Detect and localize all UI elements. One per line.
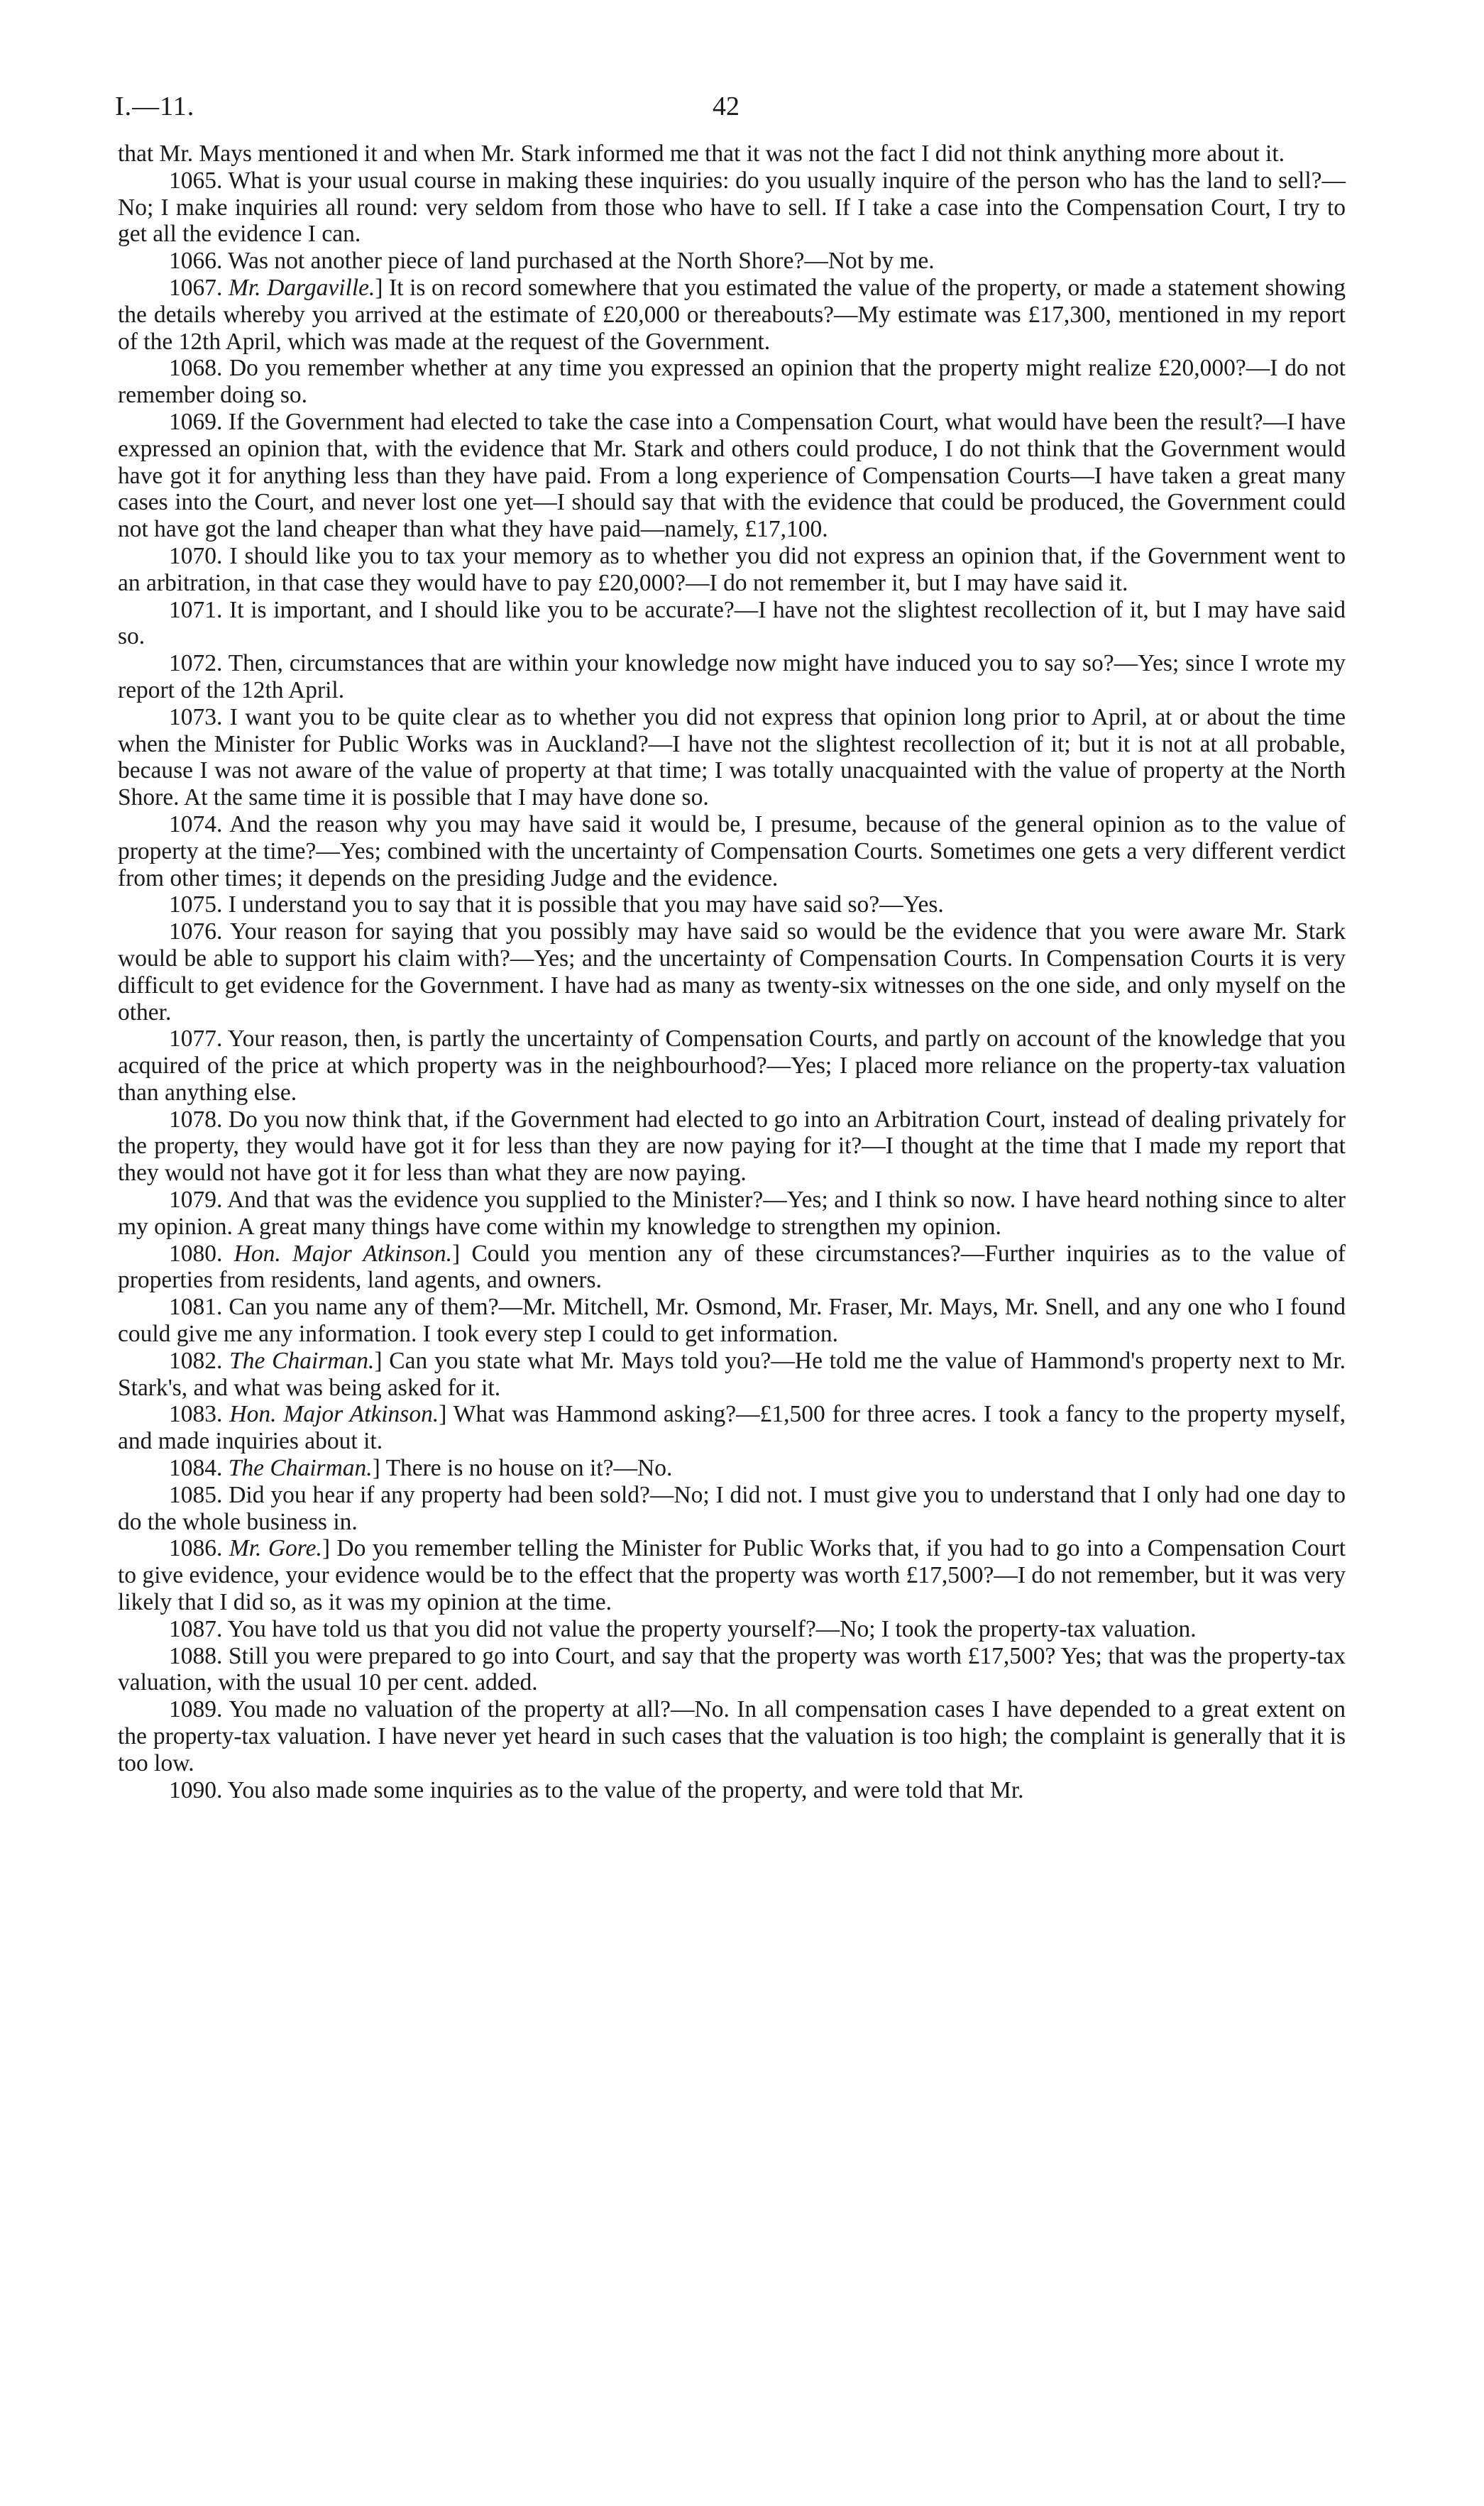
paragraph-1084 (118, 1455, 1346, 1482)
paragraph-text: ] There is no house on it?—No. (372, 1455, 673, 1482)
question-number: 1083. (169, 1401, 223, 1428)
question-number: 1084. (169, 1455, 223, 1482)
paragraph-1072: 1072. Then, circumstances that are within your knowledge now might have induced you to say so?—Yes; since I wrote my report of the 12th April. (118, 650, 1346, 703)
speaker-name: Mr. Dargaville. (228, 274, 375, 301)
paragraph-1069: 1069. If the Government had elected to take the case into a Compensation Court, what would have been the result?—I have expressed an opinion that, with the evidence that Mr. Stark and others could produce, I do not think that the Government would have got it for anything less than they have paid. From a long experience of Compensation Courts—I have taken a great many cases into the Court, and never lost one yet—I should say that with the evidence that could be produced, the Government could not have got the land cheaper than what they have paid—namely, £17,100. (118, 408, 1346, 543)
speaker-name: The Chairman. (228, 1455, 373, 1482)
paragraph-text: ] Could you mention any of these circumstances?—Further inquiries as to the value of properties from residents, land agents, and owners. (118, 1240, 1346, 1294)
speaker-name: The Chairman. (229, 1347, 375, 1374)
paragraph-1066: 1066. Was not another piece of land purchased at the North Shore?—Not by me. (169, 248, 935, 275)
paragraph-1076: 1076. Your reason for saying that you possibly may have said so would be the evidence that you were aware Mr. Stark would be able to support his claim with?—Yes; and the uncertainty of Compensation Courts. In Compensation Courts it is very difficult to get evidence for the Government. I have had as many as twenty-six witnesses on the one side, and only myself on the other. (118, 918, 1346, 1026)
paragraph-1087: 1087. You have told us that you did not value the property yourself?—No; I took the property-tax valuation. (169, 1615, 1197, 1642)
paragraph-1073: 1073. I want you to be quite clear as to whether you did not express that opinion long prior to April, at or about the time when the Minister for Public Works was in Auckland?—I have not the slightest recollection of it; but it is not at all probable, because I was not aware of the value of property at that time; I was totally unacquainted with the value of property at the North Shore. At the same time it is possible that I may have done so. (118, 703, 1346, 811)
paragraph-text: ] Do you remember telling the Minister for Public Works that, if you had to go into a Compensation Court to give evidence, your evidence would be to the effect that the property was worth £17,500?—I do not remember, but it was very likely that I did so, as it was my opinion at the time. (118, 1535, 1346, 1616)
paragraph-1083 (118, 1401, 1346, 1455)
paragraph-1086 (118, 1535, 1346, 1615)
paragraph-1082 (118, 1348, 1346, 1402)
paragraph-1075: 1075. I understand you to say that it is possible that you may have said so?—Yes. (169, 891, 944, 918)
paragraph-1077: 1077. Your reason, then, is partly the uncertainty of Compensation Courts, and partly on account of the knowledge that you acquired of the price at which property was in the neighbourhood?—Yes; I placed more reliance on the property-tax valuation than anything else. (118, 1026, 1346, 1106)
speaker-name: Hon. Major Atkinson. (233, 1240, 453, 1267)
paragraph-1068: 1068. Do you remember whether at any time you expressed an opinion that the property might realize £20,000?—I do not remember doing so. (118, 355, 1346, 409)
paragraph-1070: 1070. I should like you to tax your memory as to whether you did not express an opinion that, if the Government went to an arbitration, in that case they would have to pay £20,000?—I do not remember it, but I may have said it. (118, 542, 1346, 596)
paragraph-1074: 1074. And the reason why you may have said it would be, I presume, because of the general opinion as to the value of property at the time?—Yes; combined with the uncertainty of Compensation Courts. Sometimes one gets a very different verdict from other times; it depends on the presiding Judge and the evidence. (118, 810, 1346, 891)
paragraph-1090: 1090. You also made some inquiries as to the value of the property, and were told that Mr. (169, 1776, 1024, 1803)
page-number: 42 (713, 92, 740, 121)
paragraph-text: ] What was Hammond asking?—£1,500 for three acres. I took a fancy to the property myself, and made inquiries about it. (118, 1401, 1346, 1455)
question-number: 1082. (169, 1347, 223, 1374)
paragraph-1071: 1071. It is important, and I should like you to be accurate?—I have not the slightest recollection of it, but I may have said so. (118, 596, 1346, 650)
evidence-text (118, 141, 1346, 1803)
paragraph-text: ] It is on record somewhere that you estimated the value of the property, or made a statement showing the details whereby you arrived at the estimate of £20,000 or thereabouts?—My estimate was £17,300, mentioned in my report of the 12th April, which was made at the request of the Government. (118, 274, 1346, 355)
paragraph-1085: 1085. Did you hear if any property had been sold?—No; I did not. I must give you to understand that I only had one day to do the whole business in. (118, 1481, 1346, 1535)
paragraph-text: ] Can you state what Mr. Mays told you?—He told me the value of Hammond's property next to Mr. Stark's, and what was being asked for it. (118, 1347, 1346, 1401)
paragraph-1081: 1081. Can you name any of them?—Mr. Mitchell, Mr. Osmond, Mr. Fraser, Mr. Mays, Mr. Snell, and any one who I found could give me any information. I took every step I could to get information. (118, 1294, 1346, 1348)
paragraph-1065: 1065. What is your usual course in making these inquiries: do you usually inquire of the person who has the land to sell?—No; I make inquiries all round: very seldom from those who have to sell. If I take a case into the Compensation Court, I try to get all the evidence I can. (118, 167, 1346, 248)
paragraph-1067 (118, 275, 1346, 355)
question-number: 1086. (169, 1535, 223, 1562)
paragraph-1079: 1079. And that was the evidence you supplied to the Minister?—Yes; and I think so now. I have heard nothing since to alter my opinion. A great many things have come within my knowledge to strengthen my opinion. (118, 1187, 1346, 1240)
question-number: 1080. (169, 1240, 223, 1267)
speaker-name: Hon. Major Atkinson. (229, 1401, 439, 1428)
paragraph-continuation: that Mr. Mays mentioned it and when Mr. Stark informed me that it was not the fact I did not think anything more about it. (118, 141, 1285, 167)
paragraph-1078: 1078. Do you now think that, if the Government had elected to go into an Arbitration Court, instead of dealing privately for the property, they would have got it for less than they are now paying for it?—I thought at the time that I made my report that they would not have got it for less than what they are now paying. (118, 1106, 1346, 1187)
question-number: 1067. (169, 274, 223, 301)
document-reference: I.—11. (115, 92, 195, 121)
page-header (115, 91, 1346, 141)
paragraph-1089: 1089. You made no valuation of the property at all?—No. In all compensation cases I have depended to a great extent on the property-tax valuation. I have never yet heard in such cases that the valuation is too high; the complaint is generally that it is too low. (118, 1696, 1346, 1776)
speaker-name: Mr. Gore. (229, 1535, 322, 1562)
paragraph-1088: 1088. Still you were prepared to go into Court, and say that the property was worth £17,500? Yes; that was the property-tax valuation, with the usual 10 per cent. added. (118, 1642, 1346, 1696)
document-page (115, 91, 1346, 1803)
paragraph-1080 (118, 1241, 1346, 1295)
